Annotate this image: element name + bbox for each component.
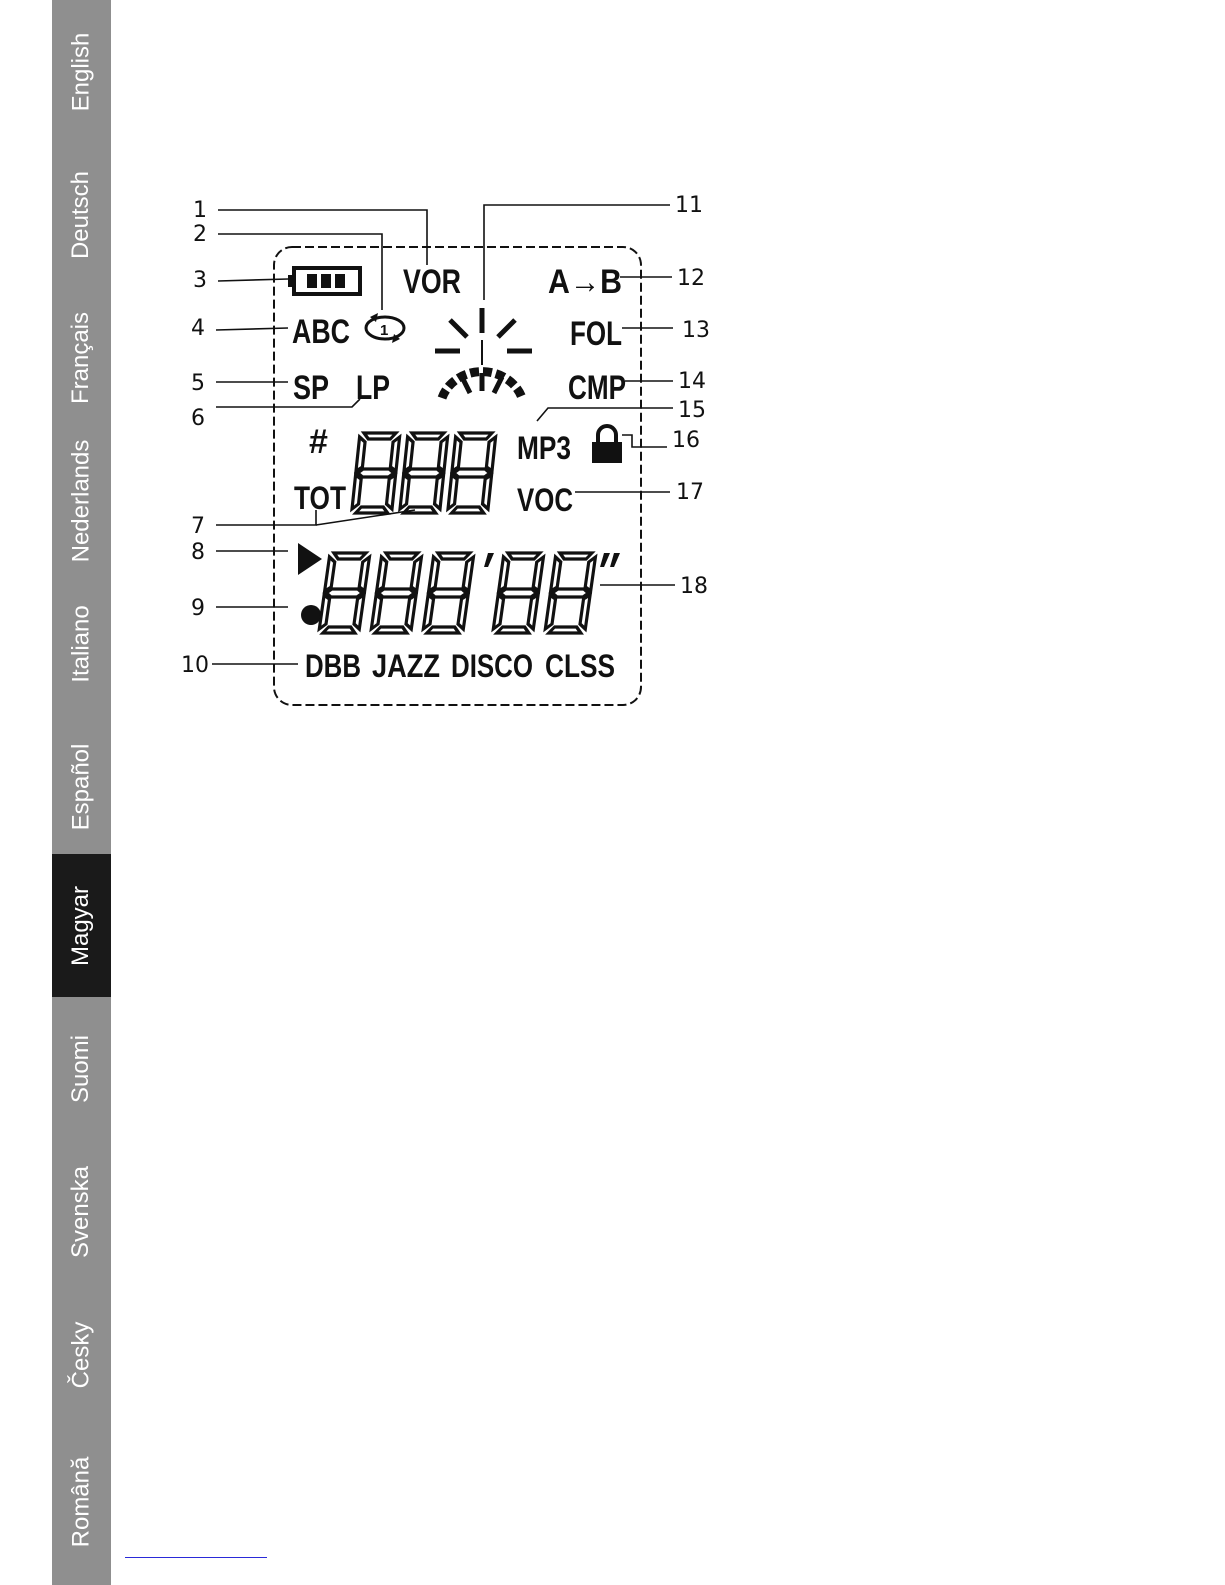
eq-disco: DISCO [451,648,533,684]
callout-15: 15 [678,398,706,423]
tot-indicator: TOT [294,480,347,516]
tab-label: Română [67,1456,95,1547]
tab-nederlands[interactable] [52,429,111,572]
tab-label: Nederlands [67,439,95,562]
sp-indicator: SP [293,369,329,407]
tab-label: Česky [67,1321,95,1388]
hash-indicator: # [309,423,328,461]
callout-3: 3 [193,268,207,293]
record-dot-icon [301,605,321,625]
tab-label: Svenska [67,1165,95,1258]
tab-label: Italiano [67,604,95,683]
callout-8: 8 [191,540,205,565]
tab-magyar[interactable] [52,854,111,997]
tab-romana[interactable] [52,1430,111,1573]
cmp-indicator: CMP [568,369,626,407]
mp3-indicator: MP3 [517,430,571,466]
repeat-one-icon [366,313,404,343]
callout-2: 2 [193,222,207,247]
ab-repeat-indicator: A→B [548,263,622,301]
tab-svenska[interactable] [52,1140,111,1283]
callout-11: 11 [675,193,703,218]
footer-rule [125,1557,267,1558]
repeat-one-label: 1 [380,322,389,339]
vor-indicator: VOR [403,263,461,301]
callout-13: 13 [682,318,710,343]
battery-icon [288,268,360,294]
lcd-display-diagram [170,185,730,715]
tab-label: Français [67,311,95,404]
tab-deutsch[interactable] [52,143,111,286]
eq-clss: CLSS [545,648,615,684]
callout-5: 5 [191,371,205,396]
tab-francais[interactable] [52,286,111,429]
lock-icon [592,426,622,463]
tab-italiano[interactable] [52,572,111,715]
track-number-display [352,433,496,513]
callout-1: 1 [193,198,207,223]
callout-16: 16 [672,428,700,453]
eq-jazz: JAZZ [372,648,440,684]
tab-label: Español [67,743,95,830]
callout-4: 4 [191,316,205,341]
callout-14: 14 [678,369,706,394]
time-display [319,553,620,633]
lp-indicator: LP [356,369,390,407]
language-sidebar [52,0,111,1585]
eq-dbb: DBB [305,648,361,684]
tab-espanol[interactable] [52,715,111,858]
callout-12: 12 [677,266,705,291]
callout-17: 17 [676,480,704,505]
folder-indicator: FOL [570,315,622,353]
play-icon [298,543,322,575]
tab-label: English [67,32,95,111]
callout-18: 18 [680,574,708,599]
tab-suomi[interactable] [52,997,111,1140]
tab-label: Suomi [67,1034,95,1103]
clock-icon [435,308,532,398]
callout-9: 9 [191,596,205,621]
tab-cesky[interactable] [52,1283,111,1426]
tab-label: Magyar [67,885,95,966]
tab-label: Deutsch [67,170,95,259]
tab-english[interactable] [52,0,111,143]
abc-indicator: ABC [292,313,350,351]
callout-6: 6 [191,406,205,431]
voc-indicator: VOC [517,482,573,518]
callout-7: 7 [191,514,205,539]
callout-10: 10 [181,653,209,678]
